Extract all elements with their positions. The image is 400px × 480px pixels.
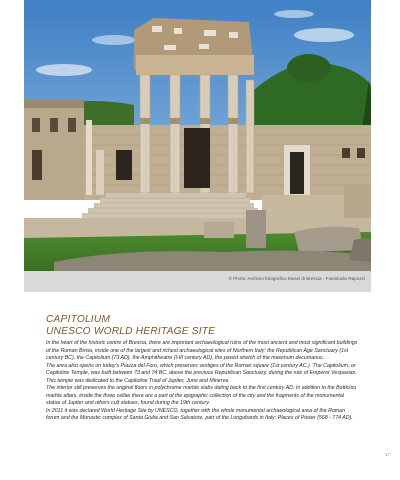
photo-credit-bar (24, 271, 371, 292)
body-text (46, 340, 358, 423)
paragraph: In 2011 it was declared World Heritage Site by UNESCO, together with the whole monumental archaeological area of the Roman forum and the Monastic complex of Santa Giulia and San Salvatore, part of the Longobards in Italy: Places of Power (568 - 774 AD). (46, 407, 353, 421)
title-line-2: UNESCO WORLD HERITAGE SITE (46, 326, 216, 337)
title-line-1: CAPITOLIUM (46, 314, 111, 325)
page-number: 17 (384, 452, 390, 457)
page-title (46, 314, 215, 338)
capitolium-photo (24, 0, 371, 271)
paragraph: In the heart of the historic centre of Brescia, there are important archaeological ruins of the most ancient and most significant buildings of the Roman Brixia, inside one of the largest and richest archaeological sites of Northern Italy: the Republican Age Sanctuary (1st century BC), the Capitolium (73 AD), the Amphitheatre (I-III century AD), the paved stretch of the maximum decumanus. (46, 340, 358, 361)
paragraph: The area also opens on today's Piazza del Foro, which preserves vestiges of the Roman square (1st century AC.). The Capitolium, or Capitoline Temple, was built between 73 and 74 BC, above the previous Republican Sanctuary, during the rule of Emperor Vespasian. (46, 362, 357, 376)
photo-credit: © Photo: Archivio fotografico Musei di Brescia - Fotostudio Rapuzzi (228, 276, 365, 281)
paragraph: The interior still preserves the original floors in polychrome marble slabs dating back to the first century AD. In addition to the Botticino marble altars, inside the three cellae there are a part of the epigraphic collection of the city and the fragments of the monumental statue of Jupiter and others cult statues, found during the 19th century. (46, 385, 357, 406)
paragraph: This temple was dedicated to the Capitoline Triad of Jupiter, Juno and Minerva. (46, 377, 230, 384)
